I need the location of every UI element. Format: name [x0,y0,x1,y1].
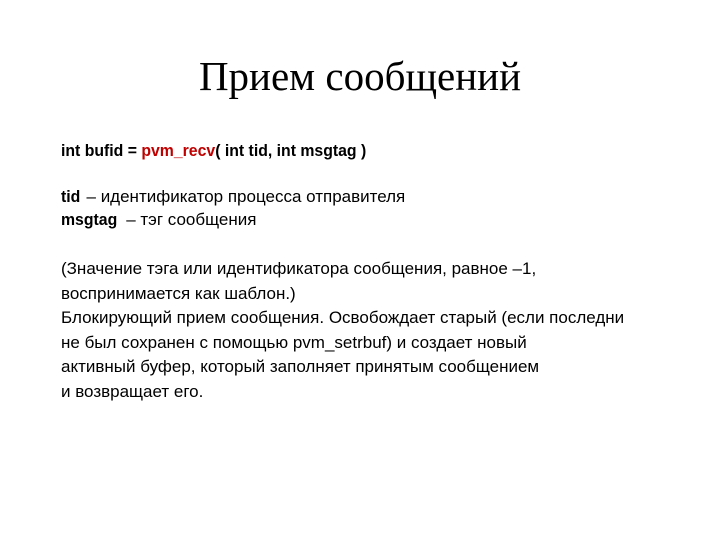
paragraph-line: Блокирующий прием сообщения. Освобождает старый (если последни [61,308,625,327]
paragraph-line: (Значение тэга или идентификатора сообщения, равное –1, [61,259,537,278]
paragraph-line: не был сохранен с помощью pvm_setrbuf) и создает новый [61,332,527,352]
slide-title: Прием сообщений [198,53,522,99]
definition-term: msgtag [61,210,118,229]
slide-content [61,140,720,404]
definition-term: tid [61,187,81,206]
definition-separator: – [81,187,101,206]
definition-description: идентификатор процесса отправителя [100,187,406,206]
definition-separator: – [121,210,141,229]
function-name: pvm_recv [141,141,216,160]
definition-tid [61,185,720,208]
parameter-definitions [61,185,720,231]
signature-args: ( int tid, int msgtag ) [215,141,367,160]
definition-description: тэг сообщения [140,210,257,229]
paragraph-line: активный буфер, который заполняет принятым сообщением [61,357,540,376]
paragraph-line: воспринимается как шаблон.) [61,283,296,303]
definition-msgtag [61,208,720,231]
function-signature [61,140,712,162]
description-paragraph [61,257,720,404]
signature-prefix: int bufid = [61,141,142,160]
paragraph-line: и возвращает его. [61,381,204,401]
